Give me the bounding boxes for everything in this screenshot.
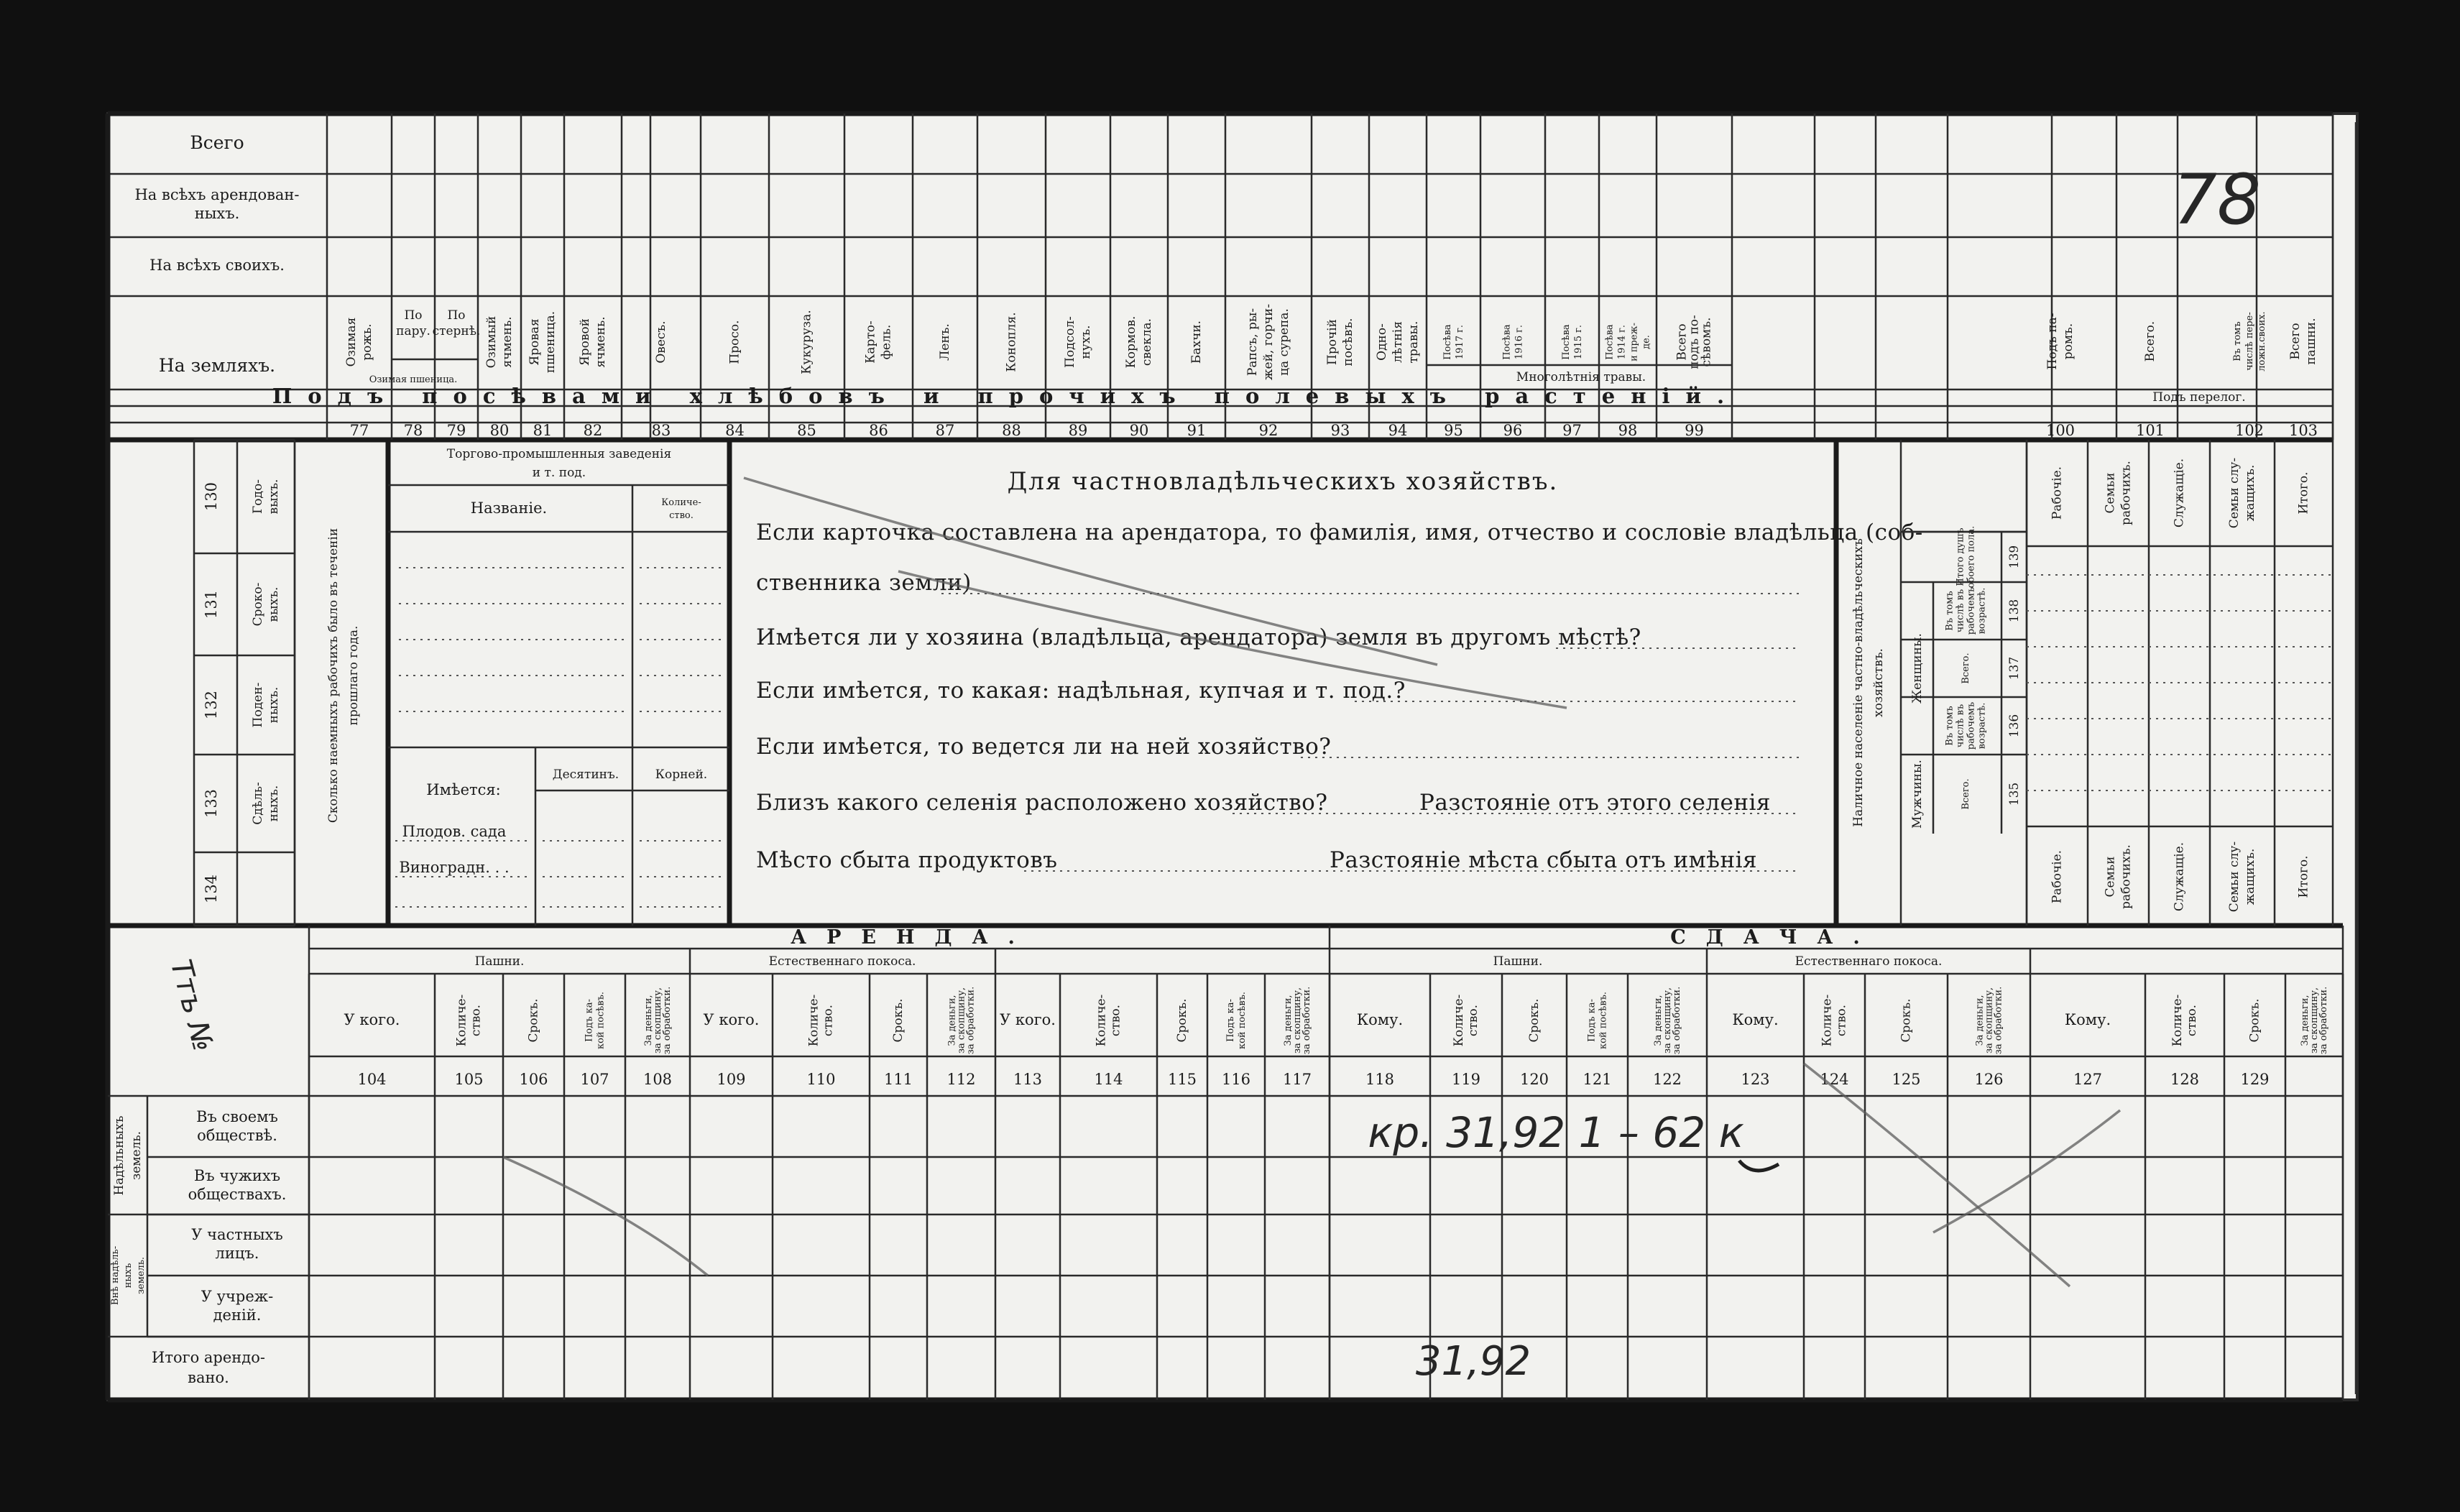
crop-col-label-80: Озимый ячмень. <box>484 315 515 369</box>
row-label-total: Всего <box>190 132 244 153</box>
pop-num-136: 136 <box>2007 714 2022 738</box>
livestock-num-132: 132 <box>202 690 220 720</box>
lease-col-num-110: 110 <box>806 1070 836 1088</box>
handwritten-entry: кр. 31,92 1 – 62 к <box>1368 1108 1744 1158</box>
lease-col-crop-0: Подъ ка-кой посѣвъ. <box>584 991 606 1050</box>
crop-col-label-82: Яровой ячмень. <box>577 316 608 368</box>
lease-col-pay-1: За деньги,за скопщину,за обработки. <box>946 986 976 1055</box>
livestock-label-132: Поден- ныхъ. <box>250 682 281 728</box>
lease-col-num-105: 105 <box>454 1070 484 1088</box>
private-heading: Для частновладѣльческихъ хозяйствъ. <box>1007 467 1559 496</box>
crop-col-label-86: Карто- фель. <box>863 321 893 364</box>
lease-col-num-124: 124 <box>1820 1070 1849 1088</box>
handwritten-total: 31,92 <box>1415 1338 1531 1386</box>
pop-num-138: 138 <box>2007 599 2022 623</box>
crop-col-label-77: Озимая рожь. <box>344 317 374 367</box>
crop-col-label-90: Кормов. свекла. <box>1123 315 1154 369</box>
lease-col-term-5: Срокъ. <box>2247 998 2262 1043</box>
col-num-91: 91 <box>1187 421 1207 439</box>
lease-col-term-1: Срокъ. <box>890 998 906 1043</box>
cession-meadow-group: Естественнаго покоса. <box>1795 954 1943 969</box>
lease-col-num-120: 120 <box>1519 1070 1549 1088</box>
cession-plow-group: Пашни. <box>1493 954 1543 969</box>
hired-workers-question: Сколько наемныхъ рабочихъ было въ теченіи прошлаго года. <box>326 527 361 824</box>
row-label-on-lands: На земляхъ. <box>158 354 276 376</box>
lease-col-qty-0: Количе-ство. <box>454 994 483 1047</box>
lease-col-num-112: 112 <box>946 1070 976 1088</box>
lease-col-pay-3: За деньги,за скопщину,за обработки. <box>1652 986 1682 1055</box>
lease-col-qty-4: Количе-ство. <box>1820 994 1848 1047</box>
workers-col-top-2: Служащіе. <box>2172 458 2186 528</box>
lease-col-term-0: Срокъ. <box>526 998 540 1043</box>
workers-col-top-0: Рабочіе. <box>2050 466 2064 520</box>
pop-label-138: Въ томъчислѣ върабочемъвозрастѣ. <box>1944 586 1987 635</box>
col-num-96: 96 <box>1503 421 1523 439</box>
pop-num-137: 137 <box>2007 656 2022 681</box>
col-num-103: 103 <box>2288 421 2318 439</box>
crop-col-label-93: Прочій посѣвъ. <box>1325 318 1355 367</box>
workers-col-bottom-3: Семьи слу- жащихъ. <box>2226 841 2257 913</box>
lease-col-pay-4: За деньги,за скопщину,за обработки. <box>1974 986 2004 1055</box>
col-num-89: 89 <box>1068 421 1088 439</box>
livestock-label-131: Сроко- выхъ. <box>250 582 281 627</box>
lease-col-crop-3: Подъ ка-кой посѣвъ. <box>1586 991 1608 1050</box>
lease-col-num-107: 107 <box>580 1070 609 1088</box>
lease-title-sdacha: СДАЧА. <box>1670 926 1880 949</box>
col-num-92: 92 <box>1258 421 1279 439</box>
lease-col-num-106: 106 <box>519 1070 548 1088</box>
crop-col-label-91: Бахчи. <box>1189 320 1204 364</box>
crop-col-label-83: Овесъ. <box>653 321 668 364</box>
lease-group-nonallotment: Внѣ надѣль- ныхъ земель. <box>109 1245 147 1306</box>
col-num-101: 101 <box>2135 421 2165 439</box>
lease-plow-group: Пашни. <box>474 954 525 969</box>
lease-col-num-128: 128 <box>2170 1070 2200 1088</box>
col-num-85: 85 <box>797 421 816 439</box>
private-q6b: Разстояніе мѣста сбыта отъ имѣнія <box>1330 847 1758 873</box>
col-num-80: 80 <box>489 421 510 439</box>
crop-col-label-97: Посѣва 1915 г. <box>1560 324 1584 360</box>
lease-col-num-111: 111 <box>883 1070 913 1088</box>
lease-col-qty-5: Количе-ство. <box>2170 994 2199 1047</box>
lease-col-qty-3: Количе-ство. <box>1451 994 1480 1047</box>
livestock-label-133: Сдѣль- ныхъ. <box>250 782 281 825</box>
pop-label-135: Всего. <box>1960 778 1971 810</box>
pop-men-label: Мужчины. <box>1910 760 1925 829</box>
crop-col-label-92: Рапсъ, ры- жей, горчи- ца сурепа. <box>1245 303 1291 381</box>
col-num-83: 83 <box>651 421 671 439</box>
lease-group-allotment: Надѣльныхъ земель. <box>111 1115 144 1196</box>
lease-col-num-123: 123 <box>1741 1070 1770 1088</box>
crops-caption: Подъ посѣвами хлѣбовъ и прочихъ полевыхъ растеній. <box>272 384 1741 408</box>
crop-col-label-95: Посѣва 1917 г. <box>1442 324 1465 360</box>
lease-col-num-129: 129 <box>2240 1070 2270 1088</box>
pop-num-139: 139 <box>2007 545 2022 569</box>
lease-col-num-109: 109 <box>717 1070 746 1088</box>
lease-col-term-4: Срокъ. <box>1899 998 1913 1043</box>
col-num-95: 95 <box>1444 421 1463 439</box>
crop-col-label-96: Посѣва 1916 г. <box>1501 324 1524 360</box>
pop-label-137: Всего. <box>1960 653 1971 684</box>
lease-row-label-3: У учреж-деній. <box>201 1287 274 1324</box>
private-q1: Если карточка составлена на арендатора, то фамилія, имя, отчество и сословіе владѣльца (соб- <box>756 519 1923 545</box>
workers-col-bottom-2: Служащіе. <box>2172 842 2186 912</box>
private-q5b: Разстояніе отъ этого селенія <box>1419 789 1771 816</box>
livestock-num-134: 134 <box>202 874 220 904</box>
lease-col-num-126: 126 <box>1974 1070 2004 1088</box>
lease-col-num-125: 125 <box>1892 1070 1921 1088</box>
crop-col-label-84: Просо. <box>727 320 742 364</box>
group-perennial-grasses: Многолѣтнія травы. <box>1516 369 1646 384</box>
plowland-label: Всего пашни. <box>2288 318 2318 365</box>
col-num-100: 100 <box>2045 421 2076 439</box>
lease-col-num-115: 115 <box>1167 1070 1197 1088</box>
lease-col-qty-2: Количе-ство. <box>1094 994 1123 1047</box>
workers-col-top-3: Семьи слу- жащихъ. <box>2226 457 2257 529</box>
trade-row-orchard: Плодов. сада <box>402 822 507 840</box>
lease-col-num-118: 118 <box>1365 1070 1395 1088</box>
lease-col-party-2: У кого. <box>1000 1010 1056 1028</box>
fallow-label: Подъ па- ромъ. <box>2045 313 2076 370</box>
workers-col-bottom-1: Семьи рабочихъ. <box>2103 844 2133 909</box>
livestock-num-133: 133 <box>202 788 220 819</box>
lease-row-label-1: Въ чужихъ обществахъ. <box>188 1166 287 1203</box>
livestock-num-131: 131 <box>202 589 220 619</box>
lease-col-party-4: Кому. <box>1732 1010 1779 1028</box>
lease-col-pay-5: За деньги,за скопщину,за обработки. <box>2299 986 2329 1055</box>
trade-col-roots: Корней. <box>655 767 708 782</box>
lease-col-num-113: 113 <box>1013 1070 1043 1088</box>
col-num-86: 86 <box>869 421 888 439</box>
trade-title: Торгово-промышленныя заведенія и т. под. <box>446 446 672 480</box>
pop-label-136: Въ томъчислѣ върабочемъвозрастѣ. <box>1944 701 1987 750</box>
pop-num-135: 135 <box>2007 782 2022 806</box>
group-winter-wheat: Озимая пшеница. <box>369 374 458 385</box>
trade-row-vineyard: Виноградн. . . <box>399 858 510 876</box>
crop-col-label-94: Одно- лѣтнія травы. <box>1374 321 1421 364</box>
private-q3: Если имѣется, то какая: надѣльная, купчая и т. под.? <box>756 677 1406 704</box>
lease-col-pay-0: За деньги,за скопщину,за обработки. <box>642 986 673 1055</box>
private-q5: Близъ какого селенія расположено хозяйство? <box>756 789 1328 816</box>
crop-col-label-99: Всегоподъ по-сѣвомъ. <box>1674 315 1713 369</box>
row-label-own: На всѣхъ своихъ. <box>149 256 285 274</box>
col-num-88: 88 <box>1002 421 1021 439</box>
lease-col-term-3: Срокъ. <box>1526 998 1542 1043</box>
lease-col-term-2: Срокъ. <box>1174 998 1189 1043</box>
crop-col-label-81: Яровая пшеница. <box>527 310 558 374</box>
livestock-label-130: Годо- выхъ. <box>250 479 281 515</box>
lease-col-num-121: 121 <box>1583 1070 1612 1088</box>
col-num-81: 81 <box>533 421 553 439</box>
lease-col-party-3: Кому. <box>1356 1010 1404 1028</box>
crop-col-label-78: По пару. <box>396 308 430 338</box>
trade-col-name: Названіе. <box>470 499 548 517</box>
trade-col-desyatin: Десятинъ. <box>552 767 619 782</box>
workers-col-top-1: Семьи рабочихъ. <box>2103 461 2133 525</box>
crop-col-label-88: Конопля. <box>1004 312 1018 372</box>
private-q6: Мѣсто сбыта продуктовъ <box>756 847 1058 873</box>
pop-label-139: Итого душъобоего пола. <box>1955 525 1976 589</box>
lease-col-num-108: 108 <box>642 1070 673 1088</box>
col-num-79: 79 <box>446 421 466 439</box>
col-num-93: 93 <box>1330 421 1350 439</box>
perelog-group: Подъ перелог. <box>2152 389 2246 405</box>
lease-col-num-119: 119 <box>1451 1070 1481 1088</box>
lease-col-crop-2: Подъ ка-кой посѣвъ. <box>1225 991 1248 1050</box>
lease-col-num-122: 122 <box>1652 1070 1682 1088</box>
workers-col-top-4: Итого. <box>2296 471 2311 515</box>
private-q1b: ственника земли) <box>756 569 972 596</box>
col-num-82: 82 <box>583 421 603 439</box>
col-num-84: 84 <box>725 421 745 439</box>
crop-col-label-79: По стернѣ. <box>432 308 481 338</box>
handwritten-page-number: 78 <box>2173 160 2262 241</box>
trade-col-qty: Количе-ство. <box>661 497 701 521</box>
crop-col-label-85: Кукуруза. <box>799 310 814 374</box>
lease-col-qty-1: Количе-ство. <box>806 994 835 1047</box>
lease-row-label-2: У частныхъ лицъ. <box>191 1225 283 1262</box>
livestock-num-130: 130 <box>202 481 220 512</box>
population-side-label: Наличное населеніе частно-владѣльческихъ хозяйствъ. <box>1851 538 1886 827</box>
col-num-97: 97 <box>1562 421 1582 439</box>
private-q2: Имѣется ли у хозяина (владѣльца, арендатора) земля въ другомъ мѣстѣ? <box>756 624 1641 650</box>
workers-col-bottom-0: Рабочіе. <box>2050 849 2064 904</box>
row-label-leased: На всѣхъ арендован-ныхъ. <box>134 185 300 222</box>
col-num-102: 102 <box>2234 421 2265 439</box>
crop-col-label-89: Подсол- нухъ. <box>1062 316 1093 368</box>
perelog-total-label: Всего. <box>2142 321 2157 362</box>
lease-meadow-group: Естественнаго покоса. <box>768 954 916 969</box>
col-num-94: 94 <box>1388 421 1408 439</box>
pop-women-label: Женщины. <box>1910 633 1925 704</box>
lease-col-pay-2: За деньги,за скопщину,за обработки. <box>1282 986 1312 1055</box>
col-num-90: 90 <box>1129 421 1149 439</box>
crop-col-label-87: Ленъ. <box>937 323 952 361</box>
lease-title-arenda: АРЕНДА. <box>791 926 1035 949</box>
col-num-99: 99 <box>1685 421 1704 439</box>
lease-col-num-117: 117 <box>1282 1070 1312 1088</box>
trade-has-label: Имѣется: <box>426 780 501 798</box>
col-num-98: 98 <box>1618 421 1638 439</box>
lease-total-row-label: Итого арендо-вано. <box>152 1348 265 1386</box>
lease-col-num-116: 116 <box>1221 1070 1251 1088</box>
col-num-87: 87 <box>935 421 955 439</box>
perelog-own-label: Въ томъ числѣ пере- ложн.своих. <box>2231 311 2267 372</box>
lease-row-label-0: Въ своемъ обществѣ. <box>196 1107 278 1144</box>
crop-col-label-98: Посѣва 1914 г. и преж- де. <box>1604 323 1651 361</box>
lease-col-num-127: 127 <box>2073 1070 2103 1088</box>
lease-col-party-0: У кого. <box>344 1010 400 1028</box>
lease-col-party-5: Кому. <box>2064 1010 2111 1028</box>
private-q4: Если имѣется, то ведется ли на ней хозяйство? <box>756 733 1332 760</box>
handwritten-margin-note: Ттъ № <box>163 956 221 1056</box>
workers-col-bottom-4: Итого. <box>2296 855 2311 898</box>
lease-col-num-104: 104 <box>357 1070 387 1088</box>
col-num-77: 77 <box>349 421 369 439</box>
lease-col-num-114: 114 <box>1094 1070 1123 1088</box>
lease-col-party-1: У кого. <box>703 1010 760 1028</box>
col-num-78: 78 <box>403 421 423 439</box>
